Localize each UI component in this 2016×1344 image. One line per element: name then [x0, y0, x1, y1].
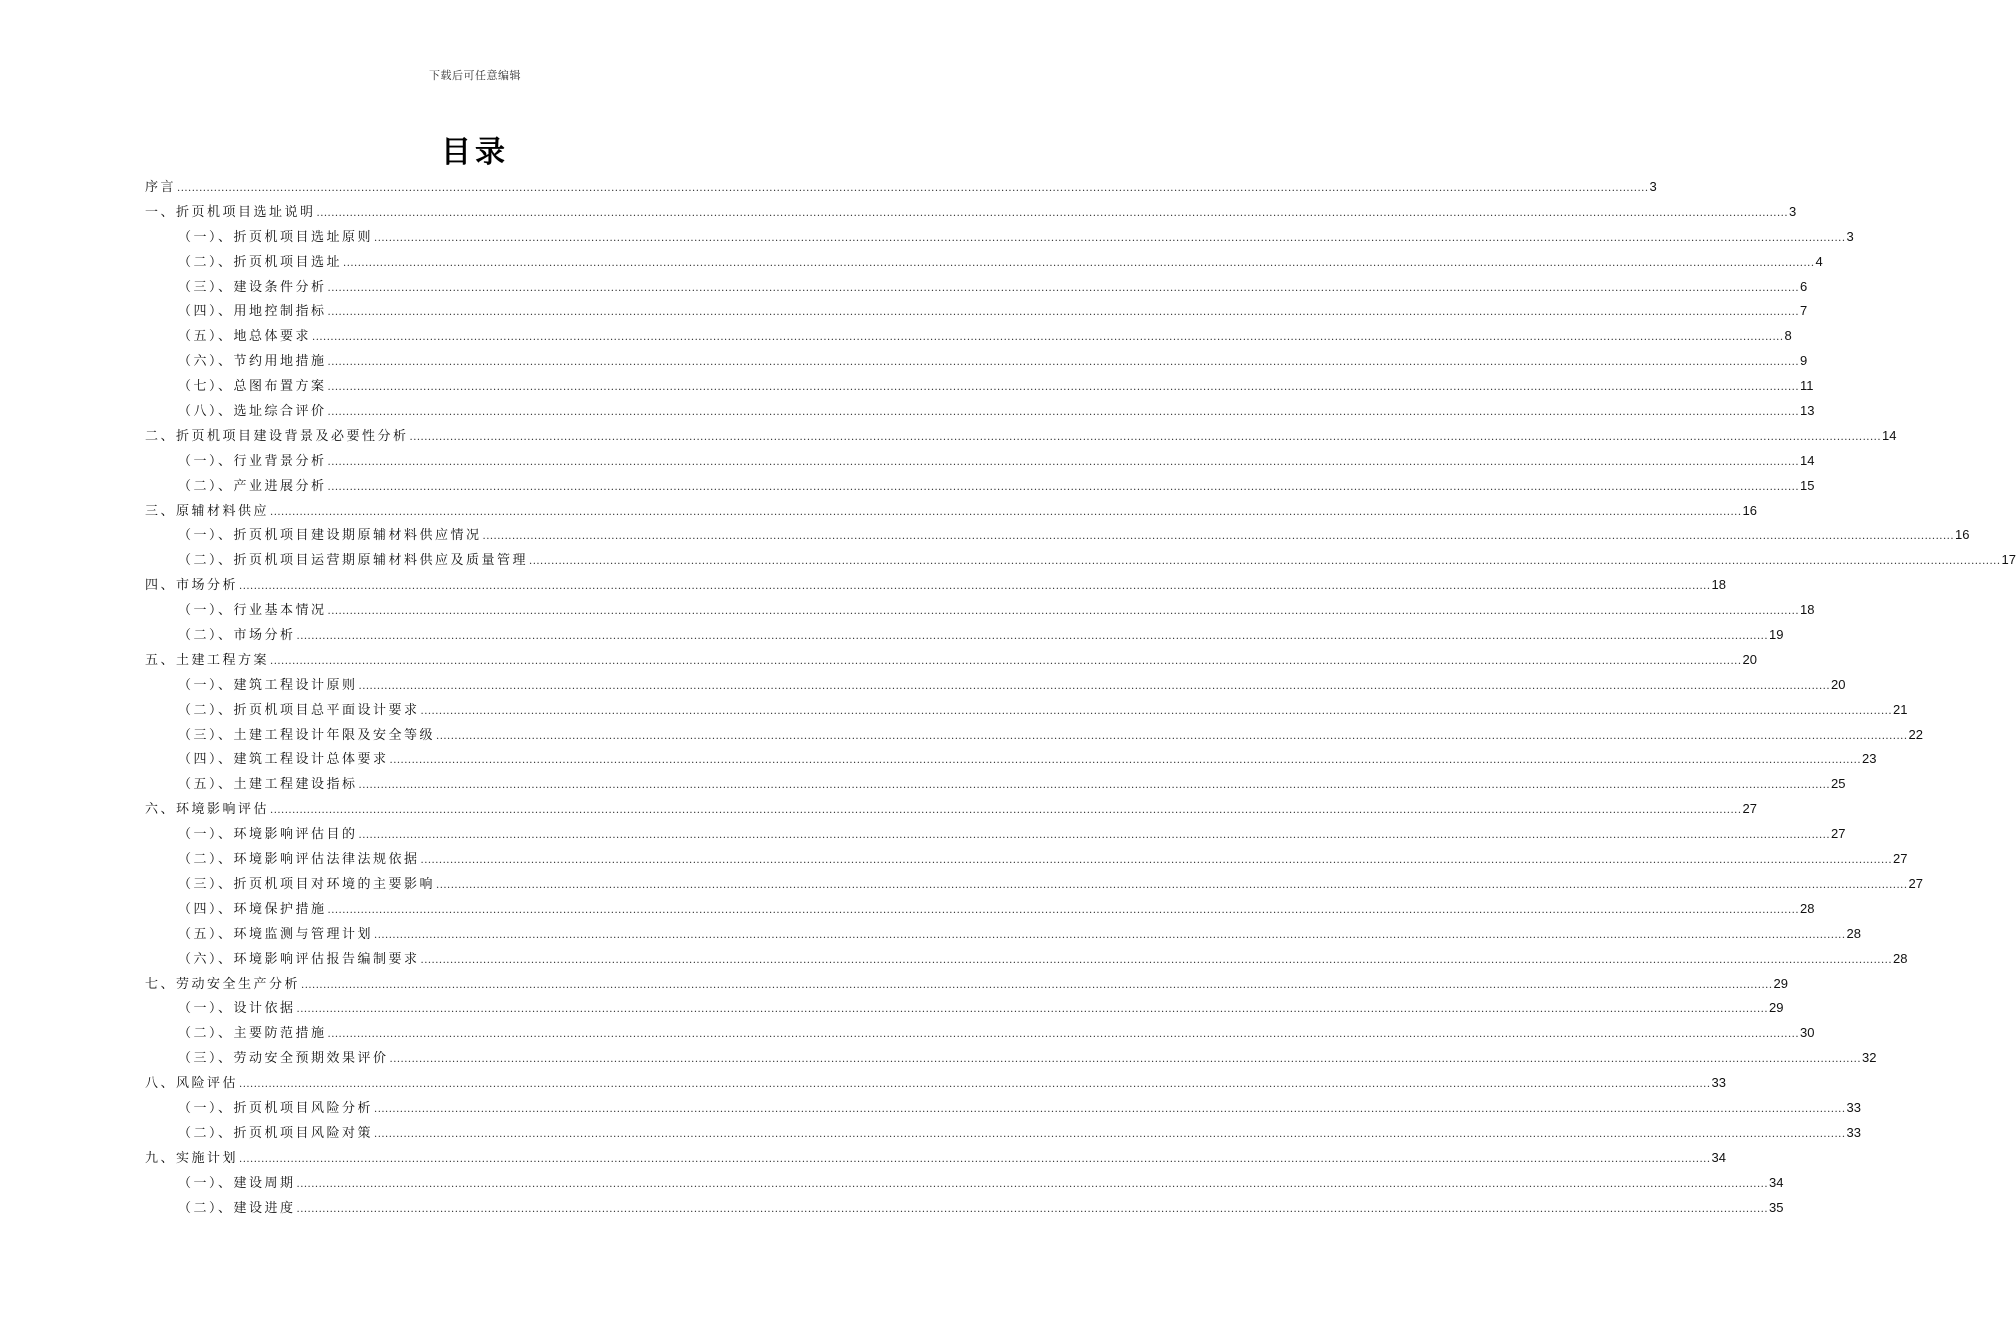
toc-entry[interactable]	[145, 1046, 1877, 1071]
toc-leader-dots: ................................................................................................................................................................................................................................................................................................................................................................................................................	[312, 332, 1784, 344]
toc-entry[interactable]	[145, 449, 1815, 474]
toc-entry[interactable]	[145, 772, 1846, 797]
toc-leader-dots: ................................................................................................................................................................................................................................................................................................................................................................................................................	[420, 855, 1892, 867]
toc-entry-page-number: 32	[1862, 1050, 1877, 1066]
toc-entry-title: 六、环境影响评估	[145, 802, 270, 818]
toc-entry-page-number: 15	[1800, 477, 1815, 493]
toc-entry[interactable]	[145, 374, 1814, 399]
toc-leader-dots: ................................................................................................................................................................................................................................................................................................................................................................................................................	[482, 531, 1954, 543]
toc-entry[interactable]	[145, 648, 1757, 673]
toc-leader-dots: ................................................................................................................................................................................................................................................................................................................................................................................................................	[529, 556, 2001, 568]
toc-leader-dots: ................................................................................................................................................................................................................................................................................................................................................................................................................	[374, 1128, 1846, 1140]
toc-entry-page-number: 27	[1742, 801, 1757, 817]
toc-entry[interactable]	[145, 399, 1815, 424]
toc-leader-dots: ................................................................................................................................................................................................................................................................................................................................................................................................................	[358, 680, 1830, 692]
toc-leader-dots: ................................................................................................................................................................................................................................................................................................................................................................................................................	[270, 655, 1742, 667]
toc-entry-page-number: 29	[1769, 1000, 1784, 1016]
toc-entry-page-number: 23	[1862, 751, 1877, 767]
toc-entry-title: （一）、折页机项目建设期原辅材料供应情况	[178, 528, 482, 544]
toc-entry[interactable]	[145, 747, 1877, 772]
toc-entry-page-number: 34	[1769, 1174, 1784, 1190]
toc-leader-dots: ................................................................................................................................................................................................................................................................................................................................................................................................................	[389, 1054, 1861, 1066]
toc-entry-title: （五）、地总体要求	[178, 329, 312, 345]
page-title: 目录	[441, 135, 509, 170]
toc-leader-dots: ................................................................................................................................................................................................................................................................................................................................................................................................................	[327, 357, 1799, 369]
toc-entry-title: （四）、建筑工程设计总体要求	[178, 752, 389, 768]
toc-entry-page-number: 17	[2001, 552, 2016, 568]
toc-entry-title: （三）、劳动安全预期效果评价	[178, 1051, 389, 1067]
toc-entry-page-number: 16	[1955, 527, 1970, 543]
toc-entry-page-number: 28	[1800, 900, 1815, 916]
toc-entry-page-number: 28	[1893, 950, 1908, 966]
toc-entry[interactable]	[145, 499, 1757, 524]
toc-entry-page-number: 6	[1800, 278, 1808, 294]
toc-entry-page-number: 14	[1882, 427, 1897, 443]
toc-entry-page-number: 3	[1649, 179, 1657, 194]
toc-entry-title: （二）、主要防范措施	[178, 1026, 327, 1042]
toc-leader-dots: ................................................................................................................................................................................................................................................................................................................................................................................................................	[316, 207, 1788, 219]
toc-leader-dots: ................................................................................................................................................................................................................................................................................................................................................................................................................	[327, 481, 1799, 493]
toc-leader-dots: ................................................................................................................................................................................................................................................................................................................................................................................................................	[327, 307, 1799, 319]
toc-leader-dots: ................................................................................................................................................................................................................................................................................................................................................................................................................	[327, 456, 1799, 468]
toc-leader-dots: ................................................................................................................................................................................................................................................................................................................................................................................................................	[239, 1153, 1711, 1165]
toc-entry[interactable]	[145, 548, 2016, 573]
toc-entry-page-number: 4	[1815, 253, 1823, 269]
toc-entry-title: （六）、环境影响评估报告编制要求	[178, 951, 420, 967]
toc-entry-page-number: 33	[1846, 1124, 1861, 1140]
toc-entry[interactable]	[145, 947, 1908, 972]
toc-entry[interactable]	[145, 225, 1854, 250]
toc-entry-page-number: 18	[1800, 602, 1815, 618]
toc-entry-page-number: 16	[1742, 502, 1757, 518]
toc-entry-page-number: 8	[1784, 328, 1792, 344]
toc-entry-title: （二）、折页机项目总平面设计要求	[178, 702, 420, 718]
toc-leader-dots: ................................................................................................................................................................................................................................................................................................................................................................................................................	[436, 879, 1908, 891]
toc-leader-dots: ................................................................................................................................................................................................................................................................................................................................................................................................................	[296, 1203, 1768, 1215]
table-of-contents	[145, 175, 2016, 1220]
toc-entry-title: （三）、折页机项目对环境的主要影响	[178, 876, 436, 892]
toc-entry-page-number: 3	[1789, 203, 1797, 219]
toc-leader-dots: ................................................................................................................................................................................................................................................................................................................................................................................................................	[374, 1103, 1846, 1115]
toc-leader-dots: ................................................................................................................................................................................................................................................................................................................................................................................................................	[239, 581, 1711, 593]
toc-entry[interactable]	[145, 922, 1861, 947]
toc-entry-title: （一）、设计依据	[178, 1001, 296, 1017]
toc-leader-dots: ................................................................................................................................................................................................................................................................................................................................................................................................................	[301, 979, 1773, 991]
toc-entry-title: （七）、总图布置方案	[178, 379, 327, 395]
toc-entry[interactable]	[145, 1171, 1784, 1196]
toc-entry-page-number: 13	[1800, 403, 1815, 419]
toc-entry[interactable]	[145, 424, 1897, 449]
toc-entry[interactable]	[145, 299, 1808, 324]
toc-entry-title: （一）、折页机项目风险分析	[178, 1100, 374, 1116]
toc-entry[interactable]	[145, 1196, 1784, 1221]
toc-leader-dots: ................................................................................................................................................................................................................................................................................................................................................................................................................	[409, 431, 1881, 443]
toc-entry[interactable]	[145, 1096, 1861, 1121]
toc-entry[interactable]	[145, 598, 1815, 623]
toc-entry-page-number: 19	[1769, 627, 1784, 643]
toc-entry-title: 一、折页机项目选址说明	[145, 204, 316, 220]
toc-leader-dots: ................................................................................................................................................................................................................................................................................................................................................................................................................	[327, 382, 1799, 394]
toc-entry-title: （一）、折页机项目选址原则	[178, 229, 374, 245]
toc-entry-title: （二）、折页机项目风险对策	[178, 1125, 374, 1141]
toc-entry-page-number: 34	[1711, 1149, 1726, 1165]
toc-entry-page-number: 20	[1831, 676, 1846, 692]
toc-entry[interactable]	[145, 324, 1792, 349]
toc-entry[interactable]	[145, 175, 1657, 200]
toc-entry-title: （四）、用地控制指标	[178, 304, 327, 320]
toc-entry-title: （二）、建设进度	[178, 1200, 296, 1216]
toc-entry-page-number: 25	[1831, 776, 1846, 792]
toc-leader-dots: ................................................................................................................................................................................................................................................................................................................................................................................................................	[239, 1079, 1711, 1091]
toc-entry-title: 七、劳动安全生产分析	[145, 976, 301, 992]
toc-leader-dots: ................................................................................................................................................................................................................................................................................................................................................................................................................	[374, 232, 1846, 244]
toc-entry-title: （二）、折页机项目运营期原辅材料供应及质量管理	[178, 553, 529, 569]
toc-entry-title: 三、原辅材料供应	[145, 503, 270, 519]
toc-entry-page-number: 14	[1800, 452, 1815, 468]
toc-entry-title: （八）、选址综合评价	[178, 404, 327, 420]
toc-entry[interactable]	[145, 1021, 1815, 1046]
toc-entry-page-number: 18	[1711, 577, 1726, 593]
toc-entry[interactable]	[145, 523, 1970, 548]
toc-entry-title: （一）、行业背景分析	[178, 453, 327, 469]
toc-entry[interactable]	[145, 698, 1908, 723]
toc-entry-title: （一）、环境影响评估目的	[178, 827, 358, 843]
toc-entry[interactable]	[145, 847, 1908, 872]
toc-leader-dots: ................................................................................................................................................................................................................................................................................................................................................................................................................	[327, 407, 1799, 419]
toc-leader-dots: ................................................................................................................................................................................................................................................................................................................................................................................................................	[420, 705, 1892, 717]
toc-entry[interactable]	[145, 275, 1808, 300]
toc-entry[interactable]	[145, 250, 1823, 275]
toc-entry-title: （二）、产业进展分析	[178, 478, 327, 494]
toc-entry[interactable]	[145, 1121, 1861, 1146]
toc-entry-title: （三）、建设条件分析	[178, 279, 327, 295]
toc-entry-title: （四）、环境保护措施	[178, 901, 327, 917]
toc-entry-page-number: 20	[1742, 651, 1757, 667]
toc-entry-title: （二）、环境影响评估法律法规依据	[178, 852, 420, 868]
toc-entry-page-number: 33	[1711, 1075, 1726, 1091]
toc-leader-dots: ................................................................................................................................................................................................................................................................................................................................................................................................................	[296, 1178, 1768, 1190]
toc-entry-page-number: 22	[1908, 726, 1923, 742]
toc-entry-page-number: 29	[1773, 975, 1788, 991]
toc-entry[interactable]	[145, 996, 1784, 1021]
toc-entry-title: （一）、建设周期	[178, 1175, 296, 1191]
toc-entry-page-number: 35	[1769, 1199, 1784, 1215]
toc-leader-dots: ................................................................................................................................................................................................................................................................................................................................................................................................................	[296, 1004, 1768, 1016]
toc-entry-title: （一）、建筑工程设计原则	[178, 677, 358, 693]
toc-leader-dots: ................................................................................................................................................................................................................................................................................................................................................................................................................	[420, 954, 1892, 966]
toc-entry[interactable]	[145, 349, 1808, 374]
toc-leader-dots: ................................................................................................................................................................................................................................................................................................................................................................................................................	[327, 904, 1799, 916]
toc-entry[interactable]	[145, 623, 1784, 648]
toc-entry[interactable]	[145, 474, 1815, 499]
toc-entry-page-number: 27	[1893, 851, 1908, 867]
toc-leader-dots: ................................................................................................................................................................................................................................................................................................................................................................................................................	[358, 830, 1830, 842]
toc-leader-dots: ................................................................................................................................................................................................................................................................................................................................................................................................................	[358, 780, 1830, 792]
header-note: 下载后可任意编辑	[429, 69, 521, 82]
toc-entry-page-number: 21	[1893, 701, 1908, 717]
toc-entry-page-number: 27	[1908, 875, 1923, 891]
toc-entry-page-number: 28	[1846, 925, 1861, 941]
toc-entry-page-number: 30	[1800, 1025, 1815, 1041]
toc-entry-title: （五）、土建工程建设指标	[178, 777, 358, 793]
toc-leader-dots: ................................................................................................................................................................................................................................................................................................................................................................................................................	[389, 755, 1861, 767]
toc-entry-title: （五）、环境监测与管理计划	[178, 926, 374, 942]
toc-leader-dots: ................................................................................................................................................................................................................................................................................................................................................................................................................	[327, 606, 1799, 618]
toc-entry-title: （一）、行业基本情况	[178, 603, 327, 619]
toc-leader-dots: ................................................................................................................................................................................................................................................................................................................................................................................................................	[374, 929, 1846, 941]
toc-leader-dots: ................................................................................................................................................................................................................................................................................................................................................................................................................	[177, 183, 1649, 194]
toc-entry-page-number: 27	[1831, 826, 1846, 842]
toc-entry[interactable]	[145, 573, 1726, 598]
toc-entry-page-number: 9	[1800, 353, 1808, 369]
toc-leader-dots: ................................................................................................................................................................................................................................................................................................................................................................................................................	[270, 805, 1742, 817]
toc-entry-title: （二）、市场分析	[178, 628, 296, 644]
toc-entry-page-number: 11	[1800, 378, 1814, 394]
toc-entry[interactable]	[145, 723, 1923, 748]
toc-entry-page-number: 33	[1846, 1099, 1861, 1115]
toc-entry-title: 九、实施计划	[145, 1150, 239, 1166]
toc-entry-page-number: 3	[1846, 228, 1854, 244]
toc-entry[interactable]	[145, 1071, 1726, 1096]
toc-leader-dots: ................................................................................................................................................................................................................................................................................................................................................................................................................	[327, 1029, 1799, 1041]
toc-entry-page-number: 7	[1800, 303, 1808, 319]
toc-entry-title: 八、风险评估	[145, 1076, 239, 1092]
toc-entry[interactable]	[145, 200, 1797, 225]
toc-leader-dots: ................................................................................................................................................................................................................................................................................................................................................................................................................	[270, 506, 1742, 518]
toc-entry[interactable]	[145, 673, 1846, 698]
toc-entry-title: （六）、节约用地措施	[178, 354, 327, 370]
toc-leader-dots: ................................................................................................................................................................................................................................................................................................................................................................................................................	[436, 730, 1908, 742]
toc-entry-title: 五、土建工程方案	[145, 652, 270, 668]
toc-entry[interactable]	[145, 822, 1846, 847]
toc-leader-dots: ................................................................................................................................................................................................................................................................................................................................................................................................................	[327, 282, 1799, 294]
toc-entry-title: 序言	[145, 180, 177, 195]
toc-entry-title: （三）、土建工程设计年限及安全等级	[178, 727, 436, 743]
toc-entry[interactable]	[145, 797, 1757, 822]
toc-entry[interactable]	[145, 1146, 1726, 1171]
toc-entry-title: 四、市场分析	[145, 578, 239, 594]
toc-entry[interactable]	[145, 872, 1923, 897]
toc-entry-title: （二）、折页机项目选址	[178, 254, 343, 270]
toc-entry[interactable]	[145, 972, 1788, 997]
toc-leader-dots: ................................................................................................................................................................................................................................................................................................................................................................................................................	[296, 631, 1768, 643]
toc-entry-title: 二、折页机项目建设背景及必要性分析	[145, 428, 409, 444]
toc-entry[interactable]	[145, 897, 1815, 922]
toc-leader-dots: ................................................................................................................................................................................................................................................................................................................................................................................................................	[343, 257, 1815, 269]
